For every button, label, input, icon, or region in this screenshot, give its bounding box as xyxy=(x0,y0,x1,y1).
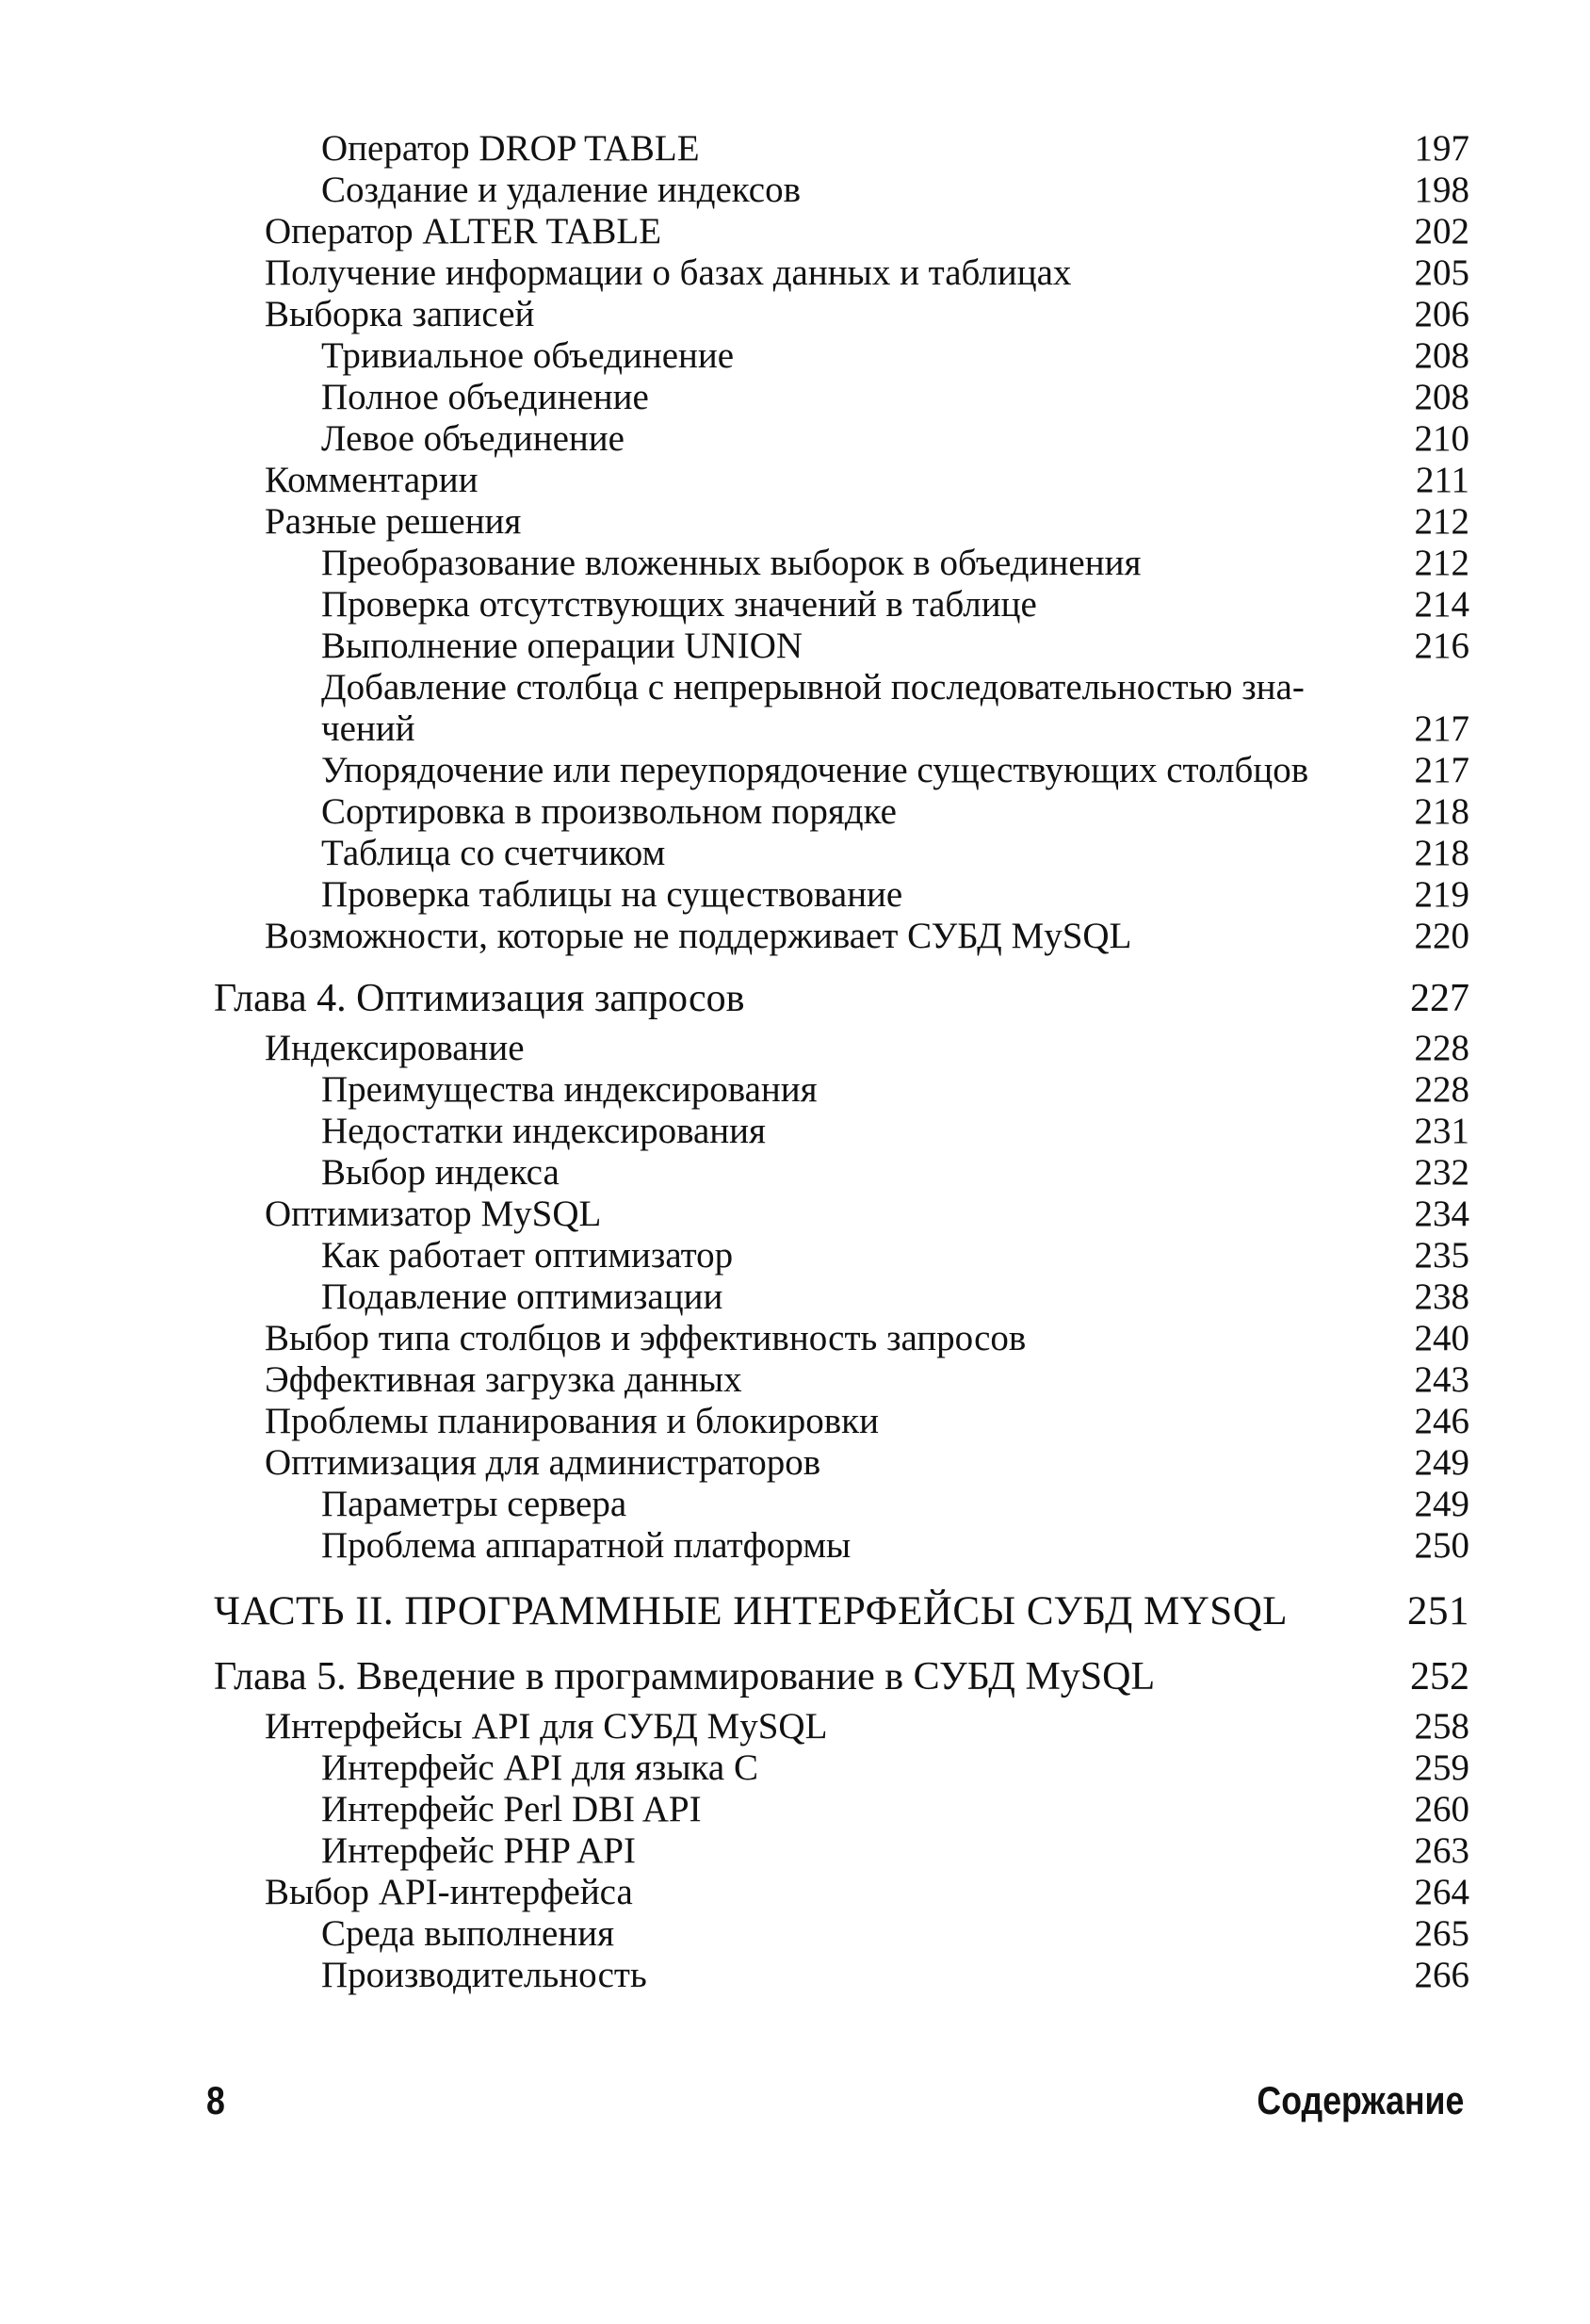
toc-entry[interactable] xyxy=(214,833,1469,874)
toc-entry[interactable] xyxy=(214,1276,1469,1318)
toc-entry-page: 240 xyxy=(1414,1318,1469,1358)
toc-entry-title: Выбор типа столбцов и эффективность запросов xyxy=(265,1318,1027,1358)
toc-entry-page: 232 xyxy=(1414,1152,1469,1193)
toc-entry-title: Проблема аппаратной платформы xyxy=(321,1525,852,1566)
part-title: ЧАСТЬ II. ПРОГРАММНЫЕ ИНТЕРФЕЙСЫ СУБД MYSQL xyxy=(214,1589,1289,1633)
toc-entry[interactable] xyxy=(214,128,1469,170)
toc-entry-title: Интерфейсы API для СУБД MySQL xyxy=(265,1706,828,1747)
toc-entry-page: 228 xyxy=(1414,1028,1469,1068)
chapter-page: 252 xyxy=(1410,1655,1469,1698)
toc-entry-title: Упорядочение или переупорядочение существующих столбцов xyxy=(321,750,1309,790)
toc-entry-title: Возможности, которые не поддерживает СУБД MySQL xyxy=(265,916,1132,956)
toc-entry-page: 211 xyxy=(1415,460,1469,500)
toc-entry[interactable] xyxy=(214,1401,1469,1442)
toc-entry-page: 219 xyxy=(1414,874,1469,915)
toc-entry-title: Оптимизация для администраторов xyxy=(265,1442,821,1483)
toc-entry-page: 258 xyxy=(1414,1706,1469,1747)
toc-entry[interactable] xyxy=(214,626,1469,667)
toc-entry-page: 259 xyxy=(1414,1747,1469,1788)
toc-entry-title: Как работает оптимизатор xyxy=(321,1235,734,1276)
toc-entry-page: 238 xyxy=(1414,1276,1469,1317)
toc-entry-page: 220 xyxy=(1414,916,1469,956)
toc-entry[interactable] xyxy=(214,211,1469,252)
toc-entry-page: 197 xyxy=(1414,128,1469,169)
toc-entry-title: Недостатки индексирования xyxy=(321,1111,766,1151)
toc-entry-page: 217 xyxy=(1414,708,1469,749)
toc-entry[interactable] xyxy=(214,667,1469,750)
toc-entry[interactable] xyxy=(214,543,1469,584)
toc-entry-page: 218 xyxy=(1414,833,1469,873)
toc-entry[interactable] xyxy=(214,1111,1469,1152)
toc-entry-page: 218 xyxy=(1414,791,1469,832)
toc-entry-page: 212 xyxy=(1414,543,1469,583)
toc-entry[interactable] xyxy=(214,1872,1469,1913)
toc-entry-title: Добавление столбца с непрерывной последовательностью зна- xyxy=(321,667,1305,707)
toc-group xyxy=(214,1706,1469,1996)
toc-entry-page: 234 xyxy=(1414,1194,1469,1234)
toc-entry[interactable] xyxy=(214,1442,1469,1484)
toc-entry-page: 214 xyxy=(1414,584,1469,625)
toc-entry-page: 243 xyxy=(1414,1359,1469,1400)
toc-entry-title: Выбор индекса xyxy=(321,1152,560,1193)
toc-entry-title-continued: чений xyxy=(321,708,415,749)
toc-entry-title: Производительность xyxy=(321,1955,647,1995)
toc-entry-title: Проверка таблицы на существование xyxy=(321,874,903,915)
toc-entry-title: Левое объединение xyxy=(321,418,625,459)
toc-entry-title: Проверка отсутствующих значений в таблице xyxy=(321,584,1037,625)
toc-entry-title: Интерфейс PHP API xyxy=(321,1830,636,1871)
toc-entry[interactable] xyxy=(214,1955,1469,1996)
toc-entry-page: 208 xyxy=(1414,377,1469,417)
toc-entry-page: 266 xyxy=(1414,1955,1469,1995)
toc-entry[interactable] xyxy=(214,294,1469,335)
toc-entry[interactable] xyxy=(214,377,1469,418)
toc-entry-page: 249 xyxy=(1414,1442,1469,1483)
toc-entry-title: Разные решения xyxy=(265,501,522,542)
toc-entry-page: 202 xyxy=(1414,211,1469,252)
toc-group xyxy=(214,1028,1469,1567)
toc-entry[interactable] xyxy=(214,1747,1469,1789)
toc-entry-title: Создание и удаление индексов xyxy=(321,170,801,210)
toc-entry-page: 250 xyxy=(1414,1525,1469,1566)
toc-part-2[interactable] xyxy=(214,1591,1469,1633)
toc-chapter-4[interactable] xyxy=(214,978,1469,1019)
toc-entry-page: 198 xyxy=(1414,170,1469,210)
toc-entry-title: Параметры сервера xyxy=(321,1484,627,1524)
toc-entry-page: 260 xyxy=(1414,1789,1469,1829)
toc-entry[interactable] xyxy=(214,791,1469,833)
toc-entry[interactable] xyxy=(214,750,1469,791)
toc-entry[interactable] xyxy=(214,335,1469,377)
toc-entry-title: Преимущества индексирования xyxy=(321,1069,818,1110)
toc-entry[interactable] xyxy=(214,1525,1469,1567)
toc-entry-title: Оператор DROP TABLE xyxy=(321,128,700,169)
toc-entry[interactable] xyxy=(214,1028,1469,1069)
toc-entry-page: 264 xyxy=(1414,1872,1469,1912)
chapter-page: 227 xyxy=(1410,977,1469,1020)
toc-entry[interactable] xyxy=(214,1069,1469,1111)
toc-entry[interactable] xyxy=(214,1913,1469,1955)
toc-entry-page: 231 xyxy=(1414,1111,1469,1151)
toc-entry-page: 206 xyxy=(1414,294,1469,334)
toc-entry-page: 205 xyxy=(1414,252,1469,293)
toc-entry-title: Интерфейс Perl DBI API xyxy=(321,1789,702,1829)
toc-entry-page: 246 xyxy=(1414,1401,1469,1441)
toc-group xyxy=(214,128,1469,667)
toc-entry-page: 263 xyxy=(1414,1830,1469,1871)
toc-entry-page: 265 xyxy=(1414,1913,1469,1954)
toc-entry-page: 217 xyxy=(1414,750,1469,790)
chapter-title: Глава 4. Оптимизация запросов xyxy=(214,977,745,1020)
toc-entry[interactable] xyxy=(214,418,1469,460)
toc-entry-page: 208 xyxy=(1414,335,1469,376)
toc-entry-title: Сортировка в произвольном порядке xyxy=(321,791,897,832)
toc-entry-page: 249 xyxy=(1414,1484,1469,1524)
toc-entry-title: Выборка записей xyxy=(265,294,535,334)
toc-entry-page: 235 xyxy=(1414,1235,1469,1276)
toc-entry[interactable] xyxy=(214,1359,1469,1401)
toc-entry-title: Подавление оптимизации xyxy=(321,1276,723,1317)
toc-entry[interactable] xyxy=(214,1318,1469,1359)
toc-entry[interactable] xyxy=(214,1484,1469,1525)
toc-entry-title: Полное объединение xyxy=(321,377,649,417)
toc-entry[interactable] xyxy=(214,874,1469,916)
toc-entry-page: 212 xyxy=(1414,501,1469,542)
toc-entry[interactable] xyxy=(214,252,1469,294)
toc-entry-title: Таблица со счетчиком xyxy=(321,833,666,873)
toc-entry-title: Получение информации о базах данных и таблицах xyxy=(265,252,1072,293)
page-number: 8 xyxy=(206,2078,225,2122)
toc-entry[interactable] xyxy=(214,1235,1469,1276)
toc-entry-page: 228 xyxy=(1414,1069,1469,1110)
toc-entry[interactable] xyxy=(214,460,1469,501)
toc-entry[interactable] xyxy=(214,1789,1469,1830)
toc-entry-title: Индексирование xyxy=(265,1028,525,1068)
table-of-contents xyxy=(214,128,1469,1996)
toc-entry-title: Проблемы планирования и блокировки xyxy=(265,1401,879,1441)
toc-entry-title: Интерфейс API для языка C xyxy=(321,1747,758,1788)
toc-entry-title: Оператор ALTER TABLE xyxy=(265,211,662,252)
toc-entry[interactable] xyxy=(214,1830,1469,1872)
page-footer xyxy=(206,2078,1465,2131)
toc-entry-title: Тривиальное объединение xyxy=(321,335,735,376)
toc-entry-page: 216 xyxy=(1414,626,1469,666)
toc-entry-title: Эффективная загрузка данных xyxy=(265,1359,742,1400)
toc-entry[interactable] xyxy=(214,1194,1469,1235)
toc-group xyxy=(214,750,1469,957)
toc-entry-page: 210 xyxy=(1414,418,1469,459)
toc-entry[interactable] xyxy=(214,170,1469,211)
toc-entry[interactable] xyxy=(214,1152,1469,1194)
toc-entry[interactable] xyxy=(214,916,1469,957)
toc-entry-title: Преобразование вложенных выборок в объединения xyxy=(321,543,1142,583)
toc-entry-title: Выполнение операции UNION xyxy=(321,626,803,666)
toc-entry-title: Выбор API-интерфейса xyxy=(265,1872,633,1912)
toc-entry[interactable] xyxy=(214,501,1469,543)
toc-chapter-5[interactable] xyxy=(214,1656,1469,1698)
toc-entry[interactable] xyxy=(214,1706,1469,1747)
part-page: 251 xyxy=(1407,1589,1469,1633)
toc-entry[interactable] xyxy=(214,584,1469,626)
toc-entry-title: Комментарии xyxy=(265,460,479,500)
running-title: Содержание xyxy=(1257,2078,1465,2122)
toc-entry-title: Среда выполнения xyxy=(321,1913,615,1954)
toc-entry-title: Оптимизатор MySQL xyxy=(265,1194,602,1234)
chapter-title: Глава 5. Введение в программирование в СУБД MySQL xyxy=(214,1655,1156,1698)
